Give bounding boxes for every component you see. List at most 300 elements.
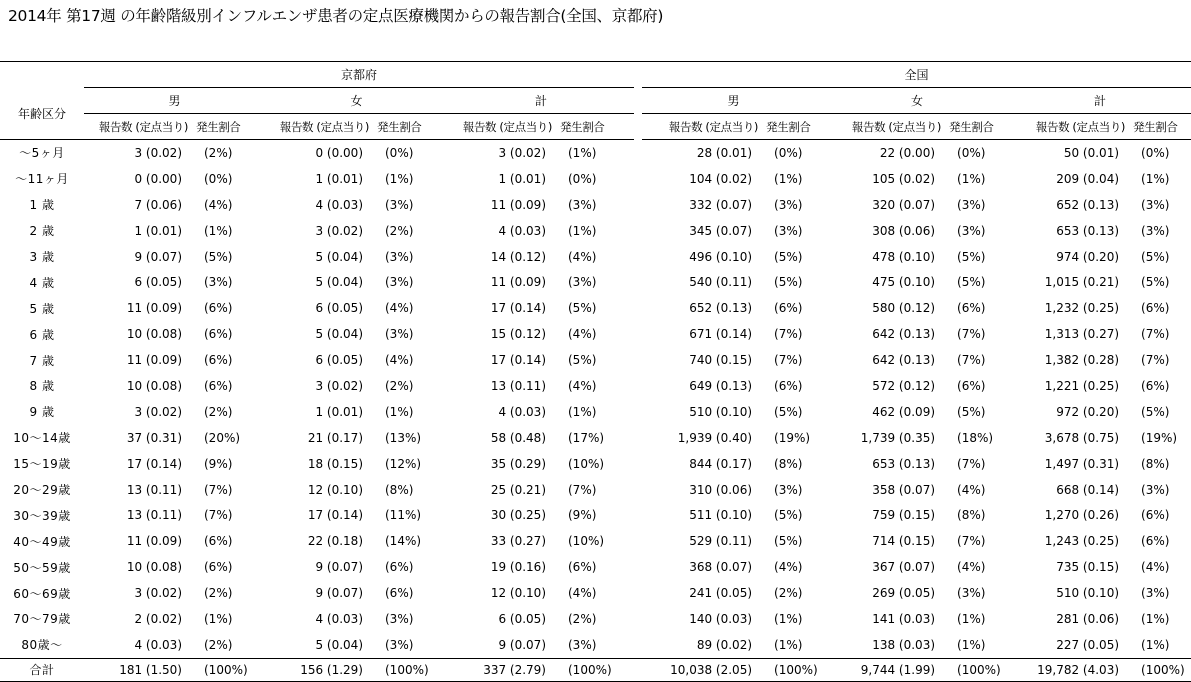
report-count-cell: 3 (0.02)	[134, 404, 182, 419]
age-label: 15〜19歳	[13, 457, 71, 472]
report-count-cell: 462 (0.09)	[872, 404, 936, 419]
report-count-cell: 30 (0.25)	[490, 508, 546, 523]
rate-cell: (100%)	[1129, 658, 1191, 681]
rate-cell: (1%)	[568, 145, 597, 160]
region-gap	[634, 528, 642, 554]
rate-cell: (5%)	[1141, 404, 1170, 419]
table-row	[0, 321, 1191, 347]
report-count-cell: 9 (0.07)	[315, 586, 363, 601]
report-count-cell: 11 (0.09)	[126, 353, 182, 368]
report-count-cell: 0 (0.00)	[315, 145, 363, 160]
rate-cell: (0%)	[957, 145, 986, 160]
report-count-cell: 22 (0.00)	[879, 145, 936, 160]
rate-cell: (3%)	[1141, 482, 1170, 497]
rate-cell: (6%)	[204, 353, 233, 368]
report-count-header: 報告数 (定点当り)	[84, 114, 192, 140]
rate-cell: (5%)	[1141, 275, 1170, 290]
report-count-cell: 6 (0.05)	[315, 301, 363, 316]
rate-cell: (6%)	[1141, 508, 1170, 523]
rate-cell: (3%)	[774, 223, 803, 238]
page-title: 2014年 第17週 の年齢階級別インフルエンザ患者の定点医療機関からの報告割合(全国、京都府)	[8, 7, 664, 25]
rate-cell: (3%)	[568, 197, 597, 212]
rate-cell: (1%)	[957, 637, 986, 652]
report-count-cell: 156 (1.29)	[265, 658, 373, 681]
region-gap	[634, 425, 642, 451]
rate-cell: (8%)	[774, 456, 803, 471]
rate-cell: (4%)	[957, 482, 986, 497]
region-gap	[634, 244, 642, 270]
report-count-cell: 3 (0.02)	[498, 145, 546, 160]
rate-cell: (3%)	[568, 637, 597, 652]
table-row	[0, 373, 1191, 399]
report-count-cell: 972 (0.20)	[1056, 404, 1120, 419]
rate-cell: (1%)	[1141, 171, 1170, 186]
report-count-cell: 740 (0.15)	[689, 353, 753, 368]
age-label: 80歳〜	[21, 638, 63, 653]
report-count-cell: 10 (0.08)	[126, 560, 182, 575]
report-count-cell: 15 (0.12)	[490, 327, 546, 342]
rate-cell: (7%)	[957, 327, 986, 342]
report-count-cell: 9 (0.07)	[315, 560, 363, 575]
report-count-cell: 28 (0.01)	[696, 145, 753, 160]
report-count-cell: 475 (0.10)	[872, 275, 936, 290]
report-count-cell: 649 (0.13)	[689, 378, 753, 393]
sex-header-kyoto-male: 男	[84, 88, 265, 114]
report-count-cell: 367 (0.07)	[872, 560, 936, 575]
rate-cell: (8%)	[1141, 456, 1170, 471]
report-count-cell: 19,782 (4.03)	[1009, 658, 1129, 681]
rate-header: 発生割合	[945, 114, 1009, 140]
rate-cell: (6%)	[957, 378, 986, 393]
age-label: 2 歳	[29, 224, 55, 239]
report-count-cell: 511 (0.10)	[689, 508, 753, 523]
report-count-cell: 104 (0.02)	[689, 171, 753, 186]
report-count-cell: 1,939 (0.40)	[677, 430, 753, 445]
rate-cell: (6%)	[1141, 534, 1170, 549]
age-column-header: 年齢区分	[0, 88, 84, 140]
region-gap	[634, 347, 642, 373]
rate-cell: (9%)	[568, 508, 597, 523]
rate-cell: (6%)	[1141, 378, 1170, 393]
age-label: 8 歳	[29, 379, 55, 394]
rate-cell: (4%)	[774, 560, 803, 575]
report-count-cell: 652 (0.13)	[689, 301, 753, 316]
report-count-cell: 668 (0.14)	[1056, 482, 1120, 497]
table-row	[0, 140, 1191, 166]
report-count-cell: 22 (0.18)	[307, 534, 363, 549]
rate-cell: (5%)	[204, 249, 233, 264]
rate-cell: (3%)	[204, 275, 233, 290]
table-row	[0, 451, 1191, 477]
table-row	[0, 425, 1191, 451]
region-gap	[634, 477, 642, 503]
report-count-cell: 9 (0.07)	[134, 249, 182, 264]
rate-cell: (5%)	[957, 249, 986, 264]
report-count-cell: 4 (0.03)	[134, 637, 182, 652]
rate-cell: (3%)	[385, 611, 414, 626]
rate-cell: (6%)	[385, 560, 414, 575]
report-count-cell: 138 (0.03)	[872, 637, 936, 652]
rate-cell: (1%)	[774, 171, 803, 186]
report-count-cell: 12 (0.10)	[307, 482, 363, 497]
age-label: 9 歳	[29, 405, 55, 420]
region-gap	[634, 632, 642, 658]
rate-cell: (13%)	[385, 430, 422, 445]
rate-cell: (4%)	[957, 560, 986, 575]
rate-cell: (4%)	[385, 301, 414, 316]
rate-cell: (100%)	[373, 658, 448, 681]
rate-cell: (8%)	[385, 482, 414, 497]
report-count-header: 報告数 (定点当り)	[1009, 114, 1129, 140]
rate-cell: (6%)	[204, 560, 233, 575]
report-count-cell: 308 (0.06)	[872, 223, 936, 238]
report-count-cell: 345 (0.07)	[689, 223, 753, 238]
report-count-cell: 281 (0.06)	[1056, 611, 1120, 626]
report-count-cell: 652 (0.13)	[1056, 197, 1120, 212]
report-count-cell: 496 (0.10)	[689, 249, 753, 264]
report-count-cell: 25 (0.21)	[490, 482, 546, 497]
rate-cell: (7%)	[204, 482, 233, 497]
report-count-cell: 14 (0.12)	[490, 249, 546, 264]
report-count-cell: 4 (0.03)	[315, 611, 363, 626]
age-label: 70〜79歳	[13, 612, 71, 627]
report-count-cell: 1 (0.01)	[134, 223, 182, 238]
rate-cell: (6%)	[204, 327, 233, 342]
report-count-cell: 974 (0.20)	[1056, 249, 1120, 264]
rate-cell: (3%)	[957, 223, 986, 238]
report-count-cell: 89 (0.02)	[696, 637, 753, 652]
report-count-cell: 844 (0.17)	[689, 456, 753, 471]
rate-cell: (5%)	[774, 508, 803, 523]
age-label: 3 歳	[29, 250, 55, 264]
report-count-cell: 714 (0.15)	[872, 534, 936, 549]
region-gap	[634, 88, 642, 114]
rate-cell: (7%)	[204, 508, 233, 523]
rate-cell: (1%)	[568, 404, 597, 419]
report-count-cell: 37 (0.31)	[126, 430, 182, 445]
rate-cell: (5%)	[1141, 249, 1170, 264]
table-row	[0, 166, 1191, 192]
table-row	[0, 192, 1191, 218]
age-label: 40〜49歳	[13, 534, 71, 549]
report-count-cell: 310 (0.06)	[689, 482, 753, 497]
report-count-cell: 337 (2.79)	[448, 658, 556, 681]
header-spacer	[0, 62, 84, 88]
sex-header-kyoto-total: 計	[448, 88, 634, 114]
region-gap	[634, 166, 642, 192]
table-row	[0, 218, 1191, 244]
rate-cell: (7%)	[957, 353, 986, 368]
report-count-cell: 671 (0.14)	[689, 327, 753, 342]
rate-cell: (0%)	[385, 145, 414, 160]
rate-cell: (1%)	[774, 611, 803, 626]
rate-cell: (3%)	[385, 249, 414, 264]
report-count-cell: 6 (0.05)	[315, 353, 363, 368]
report-count-cell: 13 (0.11)	[490, 378, 546, 393]
report-count-cell: 540 (0.11)	[689, 275, 753, 290]
sex-header-national-male: 男	[642, 88, 825, 114]
table-row	[0, 580, 1191, 606]
report-count-cell: 5 (0.04)	[315, 637, 363, 652]
rate-cell: (4%)	[568, 378, 597, 393]
rate-cell: (3%)	[1141, 223, 1170, 238]
rate-cell: (4%)	[568, 249, 597, 264]
rate-cell: (11%)	[385, 508, 422, 523]
rate-cell: (6%)	[1141, 301, 1170, 316]
rate-cell: (5%)	[568, 301, 597, 316]
report-count-cell: 227 (0.05)	[1056, 637, 1120, 652]
region-gap	[634, 502, 642, 528]
rate-cell: (1%)	[204, 611, 233, 626]
report-count-cell: 1,243 (0.25)	[1044, 534, 1120, 549]
report-count-cell: 572 (0.12)	[872, 378, 936, 393]
report-count-cell: 7 (0.06)	[134, 197, 182, 212]
report-count-cell: 269 (0.05)	[872, 586, 936, 601]
rate-cell: (6%)	[204, 534, 233, 549]
table-row	[0, 502, 1191, 528]
rate-cell: (1%)	[1141, 611, 1170, 626]
report-count-cell: 209 (0.04)	[1056, 171, 1120, 186]
report-count-cell: 368 (0.07)	[689, 560, 753, 575]
region-gap	[634, 62, 642, 88]
report-count-cell: 10 (0.08)	[126, 378, 182, 393]
region-gap	[634, 192, 642, 218]
report-count-cell: 4 (0.03)	[315, 197, 363, 212]
region-gap	[634, 399, 642, 425]
report-count-header: 報告数 (定点当り)	[642, 114, 762, 140]
report-count-cell: 4 (0.03)	[498, 404, 546, 419]
table-row	[0, 399, 1191, 425]
rate-cell: (18%)	[957, 430, 994, 445]
table-row	[0, 528, 1191, 554]
report-count-cell: 2 (0.02)	[134, 611, 182, 626]
rate-cell: (4%)	[568, 327, 597, 342]
report-count-cell: 50 (0.01)	[1063, 145, 1120, 160]
age-label: 60〜69歳	[13, 586, 71, 601]
report-count-cell: 1,015 (0.21)	[1044, 275, 1120, 290]
age-label: 30〜39歳	[13, 508, 71, 523]
report-count-cell: 17 (0.14)	[307, 508, 363, 523]
total-row	[0, 658, 1191, 681]
table-row	[0, 269, 1191, 295]
report-count-cell: 510 (0.10)	[1056, 586, 1120, 601]
rate-cell: (7%)	[568, 482, 597, 497]
report-count-cell: 1 (0.01)	[315, 404, 363, 419]
report-count-cell: 9 (0.07)	[498, 637, 546, 652]
report-count-header: 報告数 (定点当り)	[825, 114, 945, 140]
report-count-cell: 241 (0.05)	[689, 586, 753, 601]
age-label: 合計	[0, 658, 84, 681]
table-row	[0, 295, 1191, 321]
report-count-cell: 19 (0.16)	[490, 560, 546, 575]
age-label: 〜5ヶ月	[19, 146, 65, 161]
table-row	[0, 554, 1191, 580]
rate-cell: (5%)	[568, 353, 597, 368]
rate-header: 発生割合	[192, 114, 265, 140]
report-count-cell: 653 (0.13)	[872, 456, 936, 471]
rate-cell: (6%)	[774, 378, 803, 393]
report-count-cell: 141 (0.03)	[872, 611, 936, 626]
rate-cell: (1%)	[774, 637, 803, 652]
region-gap	[634, 321, 642, 347]
report-count-cell: 13 (0.11)	[126, 482, 182, 497]
rate-cell: (1%)	[1141, 637, 1170, 652]
rate-cell: (19%)	[774, 430, 811, 445]
rate-header: 発生割合	[762, 114, 825, 140]
report-count-cell: 3,678 (0.75)	[1044, 430, 1120, 445]
rate-cell: (7%)	[1141, 353, 1170, 368]
rate-cell: (100%)	[762, 658, 825, 681]
rate-cell: (100%)	[945, 658, 1009, 681]
rate-cell: (10%)	[568, 456, 605, 471]
report-count-cell: 6 (0.05)	[498, 611, 546, 626]
rate-cell: (5%)	[774, 534, 803, 549]
rate-cell: (2%)	[204, 145, 233, 160]
report-count-cell: 33 (0.27)	[490, 534, 546, 549]
rate-cell: (5%)	[957, 275, 986, 290]
rate-cell: (2%)	[204, 404, 233, 419]
report-count-cell: 1,221 (0.25)	[1044, 378, 1120, 393]
age-label: 5 歳	[29, 301, 55, 316]
rate-cell: (2%)	[568, 611, 597, 626]
rate-cell: (7%)	[957, 456, 986, 471]
rate-cell: (3%)	[385, 637, 414, 652]
rate-cell: (2%)	[385, 223, 414, 238]
report-count-cell: 6 (0.05)	[134, 275, 182, 290]
rate-cell: (1%)	[385, 404, 414, 419]
age-label: 20〜29歳	[13, 483, 71, 498]
rate-cell: (6%)	[568, 560, 597, 575]
report-count-cell: 58 (0.48)	[490, 430, 546, 445]
age-label: 10〜14歳	[13, 431, 71, 446]
report-count-cell: 5 (0.04)	[315, 327, 363, 342]
report-count-cell: 5 (0.04)	[315, 275, 363, 290]
rate-cell: (6%)	[385, 586, 414, 601]
region-gap	[634, 114, 642, 140]
table-row	[0, 477, 1191, 503]
rate-cell: (6%)	[204, 301, 233, 316]
report-count-cell: 17 (0.14)	[126, 456, 182, 471]
rate-header: 発生割合	[1129, 114, 1191, 140]
report-count-cell: 320 (0.07)	[872, 197, 936, 212]
rate-cell: (3%)	[1141, 197, 1170, 212]
rate-cell: (2%)	[774, 586, 803, 601]
report-count-cell: 642 (0.13)	[872, 327, 936, 342]
rate-cell: (1%)	[957, 611, 986, 626]
rate-cell: (1%)	[204, 223, 233, 238]
report-count-cell: 12 (0.10)	[490, 586, 546, 601]
rate-cell: (3%)	[385, 197, 414, 212]
rate-cell: (10%)	[568, 534, 605, 549]
rate-cell: (8%)	[957, 508, 986, 523]
report-count-cell: 3 (0.02)	[315, 223, 363, 238]
rate-cell: (17%)	[568, 430, 605, 445]
rate-cell: (4%)	[204, 197, 233, 212]
report-count-cell: 3 (0.02)	[134, 586, 182, 601]
report-count-cell: 1,232 (0.25)	[1044, 301, 1120, 316]
rate-cell: (1%)	[568, 223, 597, 238]
report-count-cell: 1,739 (0.35)	[860, 430, 936, 445]
report-count-cell: 10 (0.08)	[126, 327, 182, 342]
region-gap	[634, 218, 642, 244]
table-body	[0, 140, 1191, 682]
report-count-cell: 642 (0.13)	[872, 353, 936, 368]
report-count-cell: 11 (0.09)	[490, 275, 546, 290]
rate-cell: (4%)	[1141, 560, 1170, 575]
rate-cell: (7%)	[774, 353, 803, 368]
report-count-cell: 0 (0.00)	[134, 171, 182, 186]
report-count-cell: 3 (0.02)	[134, 145, 182, 160]
report-count-cell: 18 (0.15)	[307, 456, 363, 471]
age-label: 4 歳	[29, 275, 55, 290]
report-count-cell: 759 (0.15)	[872, 508, 936, 523]
rate-cell: (3%)	[774, 482, 803, 497]
rate-cell: (2%)	[204, 586, 233, 601]
rate-cell: (5%)	[774, 404, 803, 419]
rate-cell: (3%)	[957, 197, 986, 212]
report-count-cell: 1 (0.01)	[498, 171, 546, 186]
rate-cell: (7%)	[957, 534, 986, 549]
report-count-cell: 17 (0.14)	[490, 353, 546, 368]
region-gap	[634, 140, 642, 166]
report-count-cell: 1,313 (0.27)	[1044, 327, 1120, 342]
rate-cell: (0%)	[1141, 145, 1170, 160]
sex-header-kyoto-female: 女	[265, 88, 448, 114]
age-label: 6 歳	[29, 327, 55, 342]
rate-cell: (9%)	[204, 456, 233, 471]
report-count-cell: 21 (0.17)	[307, 430, 363, 445]
region-gap	[634, 606, 642, 632]
rate-cell: (7%)	[774, 327, 803, 342]
rate-cell: (5%)	[774, 275, 803, 290]
region-gap	[634, 373, 642, 399]
age-label: 7 歳	[29, 353, 55, 368]
sex-header-national-total: 計	[1009, 88, 1191, 114]
report-count-cell: 105 (0.02)	[872, 171, 936, 186]
rate-cell: (1%)	[385, 171, 414, 186]
rate-cell: (14%)	[385, 534, 422, 549]
table-row	[0, 632, 1191, 658]
rate-cell: (19%)	[1141, 430, 1178, 445]
report-count-cell: 529 (0.11)	[689, 534, 753, 549]
report-count-cell: 17 (0.14)	[490, 301, 546, 316]
table-row	[0, 347, 1191, 373]
rate-cell: (20%)	[204, 430, 241, 445]
report-count-cell: 181 (1.50)	[84, 658, 192, 681]
region-header-kyoto: 京都府	[84, 62, 634, 88]
report-count-cell: 5 (0.04)	[315, 249, 363, 264]
report-count-cell: 1 (0.01)	[315, 171, 363, 186]
rate-cell: (3%)	[385, 275, 414, 290]
region-header-national: 全国	[642, 62, 1191, 88]
region-gap	[634, 269, 642, 295]
report-count-cell: 1,382 (0.28)	[1044, 353, 1120, 368]
rate-cell: (7%)	[1141, 327, 1170, 342]
rate-cell: (5%)	[774, 249, 803, 264]
age-label: 50〜59歳	[13, 560, 71, 575]
rate-cell: (6%)	[774, 301, 803, 316]
report-count-header: 報告数 (定点当り)	[448, 114, 556, 140]
table-row	[0, 244, 1191, 270]
age-label: 〜11ヶ月	[15, 172, 69, 187]
report-count-cell: 332 (0.07)	[689, 197, 753, 212]
sex-header-national-female: 女	[825, 88, 1009, 114]
report-count-cell: 653 (0.13)	[1056, 223, 1120, 238]
rate-header: 発生割合	[556, 114, 634, 140]
rate-cell: (1%)	[957, 171, 986, 186]
report-count-cell: 580 (0.12)	[872, 301, 936, 316]
report-count-cell: 11 (0.09)	[126, 534, 182, 549]
